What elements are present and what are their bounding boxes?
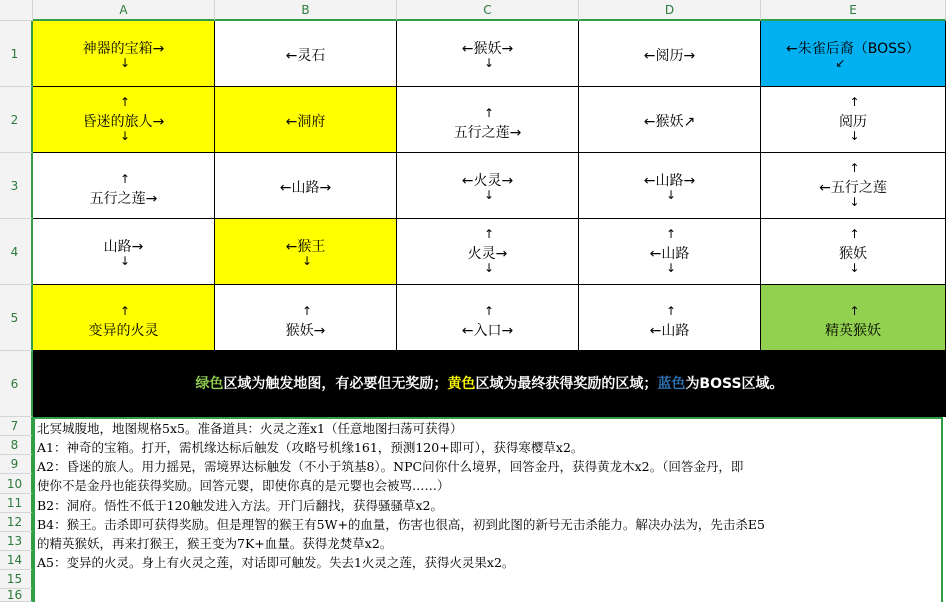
arrow-up-icon: ↑ <box>666 304 677 318</box>
location-name: 火灵 <box>467 246 496 262</box>
arrow-down-icon: ↓ <box>849 195 860 209</box>
map-cell-e1[interactable] <box>761 21 946 87</box>
note-line: B2：洞府。悟性不低于120触发进入方法。开门后翻找，获得骚骚草x2。 <box>37 498 444 513</box>
note-line: A5：变异的火灵。身上有火灵之莲，对话即可触发。失去1火灵之莲，获得火灵果x2。 <box>37 555 515 570</box>
cell-label <box>579 170 760 190</box>
map-cell-a1[interactable] <box>33 21 215 87</box>
arrow-up-icon: ↑ <box>120 304 131 318</box>
row-number: 15 <box>6 572 23 586</box>
arrow-down-left-icon: ↙ <box>835 56 846 70</box>
map-cell-a4[interactable] <box>33 219 215 285</box>
location-name: 五行之莲 <box>830 180 887 196</box>
cell-label <box>761 111 945 131</box>
cell-label <box>33 38 214 58</box>
select-all-corner[interactable] <box>0 0 33 21</box>
row-number: 8 <box>10 438 19 452</box>
arrow-left-icon: ← <box>643 48 656 64</box>
arrow-right-icon: ↗ <box>683 114 696 130</box>
row-number: 4 <box>10 244 19 259</box>
location-name: 猴妖 <box>473 41 502 57</box>
legend-yellow-text: 区域为最终获得奖励的区域； <box>475 376 658 392</box>
row-header-4[interactable] <box>0 219 33 285</box>
location-name: 变异的火灵 <box>88 323 159 339</box>
row-number: 1 <box>10 46 19 61</box>
map-cell-b2[interactable] <box>215 87 397 153</box>
note-line: 北冥城腹地，地图规格5x5。准备道具：火灵之莲x1（任意地图扫荡可获得） <box>37 421 463 436</box>
location-name: 山路 <box>655 173 684 189</box>
map-cell-b3[interactable] <box>215 153 397 219</box>
location-name: 阅历 <box>655 48 684 64</box>
row-number: 16 <box>6 588 23 602</box>
map-cell-a2[interactable] <box>33 87 215 153</box>
arrow-up-icon: ↑ <box>484 304 495 318</box>
legend-banner <box>33 351 946 417</box>
arrow-up-icon: ↑ <box>484 227 495 241</box>
row-header-1[interactable] <box>0 21 33 87</box>
map-cell-c1[interactable] <box>397 21 579 87</box>
row-header-13[interactable] <box>0 532 33 551</box>
cell-label <box>33 320 214 340</box>
cell-label <box>397 320 578 340</box>
arrow-right-icon: → <box>501 173 514 189</box>
cell-label <box>761 38 945 58</box>
row-number: 7 <box>10 419 19 433</box>
location-name: 洞府 <box>297 114 326 130</box>
arrow-left-icon: ← <box>461 323 474 339</box>
map-cell-e3[interactable] <box>761 153 946 219</box>
arrow-right-icon: → <box>495 246 508 262</box>
arrow-left-icon: ← <box>649 246 662 262</box>
arrow-down-icon: ↓ <box>666 261 677 275</box>
location-name: 猴妖 <box>655 114 684 130</box>
arrow-up-icon: ↑ <box>120 95 131 109</box>
arrow-left-icon: ← <box>643 173 656 189</box>
map-cell-d1[interactable] <box>579 21 761 87</box>
cell-label <box>397 243 578 263</box>
row-header-15[interactable] <box>0 570 33 589</box>
legend-blue-word: 蓝色 <box>657 376 686 392</box>
arrow-up-icon: ↑ <box>666 227 677 241</box>
location-name: 猴王 <box>297 239 326 255</box>
location-name: 山路 <box>291 180 320 196</box>
legend-green-word: 绿色 <box>195 376 224 392</box>
arrow-up-icon: ↑ <box>849 227 860 241</box>
row-number: 10 <box>6 476 23 491</box>
arrow-left-icon: ← <box>461 41 474 57</box>
map-cell-e4[interactable] <box>761 219 946 285</box>
arrow-right-icon: → <box>131 239 144 255</box>
row-header-16[interactable] <box>0 589 33 602</box>
arrow-left-icon: ← <box>786 41 798 57</box>
map-cell-b5[interactable] <box>215 285 397 351</box>
map-cell-e2[interactable] <box>761 87 946 153</box>
map-cell-a3[interactable] <box>33 153 215 219</box>
arrow-left-icon: ← <box>643 114 656 130</box>
row-header-10[interactable] <box>0 474 33 494</box>
arrow-down-icon: ↓ <box>484 261 495 275</box>
map-cell-d3[interactable] <box>579 153 761 219</box>
cell-label <box>33 236 214 256</box>
map-cell-d5[interactable] <box>579 285 761 351</box>
legend-yellow-word: 黄色 <box>447 376 476 392</box>
cell-label <box>215 111 396 131</box>
cell-label <box>215 177 396 197</box>
map-cell-c3[interactable] <box>397 153 579 219</box>
note-line: A2：昏迷的旅人。用力摇晃，需境界达标触发（不小于筑基8）。NPC问你什么境界，回答金丹，获得黄龙木x2。（回答金丹，即 <box>37 459 744 474</box>
arrow-right-icon: → <box>501 41 514 57</box>
arrow-down-icon: ↓ <box>120 129 131 143</box>
arrow-up-icon: ↑ <box>302 304 313 318</box>
map-cell-c4[interactable] <box>397 219 579 285</box>
location-name: 神器的宝箱 <box>82 41 153 57</box>
map-cell-d4[interactable] <box>579 219 761 285</box>
cell-label <box>761 243 945 263</box>
arrow-left-icon: ← <box>285 48 298 64</box>
arrow-left-icon: ← <box>819 180 831 196</box>
arrow-right-icon: → <box>509 125 522 141</box>
cell-label <box>579 111 760 131</box>
arrow-down-icon: ↓ <box>120 56 131 70</box>
arrow-left-icon: ← <box>285 239 298 255</box>
map-cell-d2[interactable] <box>579 87 761 153</box>
map-cell-e5[interactable] <box>761 285 946 351</box>
row-number: 5 <box>10 310 19 325</box>
column-header-c[interactable]: C <box>397 0 579 21</box>
column-header-b[interactable]: B <box>215 0 397 21</box>
row-header-11[interactable] <box>0 494 33 513</box>
row-number: 13 <box>6 534 23 548</box>
cell-label <box>33 188 214 208</box>
arrow-up-icon: ↑ <box>849 161 860 175</box>
arrow-left-icon: ← <box>285 114 298 130</box>
arrow-left-icon: ← <box>279 180 292 196</box>
location-name: 灵石 <box>297 48 326 64</box>
row-number: 9 <box>10 457 19 471</box>
arrow-right-icon: → <box>152 114 165 130</box>
cell-label <box>397 170 578 190</box>
map-cell-c2[interactable] <box>397 87 579 153</box>
note-line: 使你不是金丹也能获得奖励。回答元婴，即使你真的是元婴也会被骂……） <box>37 478 450 493</box>
legend-green-text: 区域为触发地图，有必要但无奖励； <box>223 376 448 392</box>
cell-label <box>579 45 760 65</box>
cell-label <box>397 122 578 142</box>
arrow-left-icon: ← <box>461 173 474 189</box>
row-number: 11 <box>6 496 23 510</box>
arrow-right-icon: → <box>152 41 165 57</box>
cell-label <box>579 320 760 340</box>
column-header-e[interactable]: E <box>761 0 946 21</box>
location-name: 昏迷的旅人 <box>82 114 153 130</box>
row-header-9[interactable] <box>0 455 33 474</box>
cell-label <box>215 236 396 256</box>
note-line: 的精英猴妖，再来打猴王，猴王变为7K+血量。获得龙焚草x2。 <box>37 536 393 551</box>
location-name: 五行之莲 <box>453 125 510 141</box>
arrow-down-icon: ↓ <box>302 254 313 268</box>
row-header-6[interactable] <box>0 351 33 417</box>
row-number: 14 <box>6 553 23 567</box>
location-name: 阅历 <box>839 114 867 130</box>
arrow-right-icon: → <box>683 173 696 189</box>
row-number: 6 <box>10 376 19 391</box>
location-name: 猴妖 <box>839 246 867 262</box>
cell-label <box>579 243 760 263</box>
location-name: 火灵 <box>473 173 502 189</box>
cell-label <box>761 320 945 340</box>
column-header-a[interactable]: A <box>33 0 215 21</box>
row-header-12[interactable] <box>0 513 33 532</box>
location-name: 山路 <box>661 246 690 262</box>
location-name: 五行之莲 <box>89 191 146 207</box>
row-header-3[interactable] <box>0 153 33 219</box>
row-header-2[interactable] <box>0 87 33 153</box>
arrow-down-icon: ↓ <box>849 129 860 143</box>
location-name: 精英猴妖 <box>825 323 881 339</box>
arrow-left-icon: ← <box>649 323 662 339</box>
location-name: 入口 <box>473 323 502 339</box>
location-name: 朱雀后裔（BOSS） <box>797 41 920 57</box>
map-cell-b4[interactable] <box>215 219 397 285</box>
legend-blue-text: 为BOSS区域。 <box>685 376 784 392</box>
map-cell-c5[interactable] <box>397 285 579 351</box>
note-line: B4：猴王。击杀即可获得奖励。但是理智的猴王有5W+的血量，伤害也很高，初到此图的新号无击杀能力。解决办法为，先击杀E5 <box>37 517 765 532</box>
row-header-5[interactable] <box>0 285 33 351</box>
arrow-up-icon: ↑ <box>484 106 495 120</box>
column-header-d[interactable]: D <box>579 0 761 21</box>
cell-label <box>215 45 396 65</box>
arrow-right-icon: → <box>501 323 514 339</box>
row-number: 3 <box>10 178 19 193</box>
row-number: 2 <box>10 112 19 127</box>
arrow-right-icon: → <box>683 48 696 64</box>
row-header-7[interactable] <box>0 417 33 436</box>
arrow-down-icon: ↓ <box>484 56 495 70</box>
arrow-right-icon: → <box>145 191 158 207</box>
arrow-up-icon: ↑ <box>849 304 860 318</box>
arrow-down-icon: ↓ <box>849 261 860 275</box>
arrow-up-icon: ↑ <box>849 95 860 109</box>
location-name: 猴妖 <box>285 323 314 339</box>
arrow-down-icon: ↓ <box>484 188 495 202</box>
cell-label <box>33 111 214 131</box>
map-cell-a5[interactable] <box>33 285 215 351</box>
location-name: 山路 <box>103 239 132 255</box>
map-cell-b1[interactable] <box>215 21 397 87</box>
arrow-up-icon: ↑ <box>120 172 131 186</box>
cell-label <box>215 320 396 340</box>
notes-cell[interactable] <box>33 417 943 602</box>
arrow-down-icon: ↓ <box>120 254 131 268</box>
arrow-right-icon: → <box>319 180 332 196</box>
row-header-8[interactable] <box>0 436 33 455</box>
location-name: 山路 <box>661 323 690 339</box>
cell-label <box>761 177 945 197</box>
note-line: A1：神奇的宝箱。打开，需机缘达标后触发（攻略号机缘161，预测120+即可），获得寒樱草x2。 <box>37 440 584 455</box>
arrow-right-icon: → <box>313 323 326 339</box>
cell-label <box>397 38 578 58</box>
row-header-14[interactable] <box>0 551 33 570</box>
row-number: 12 <box>6 515 23 529</box>
arrow-down-icon: ↓ <box>666 188 677 202</box>
